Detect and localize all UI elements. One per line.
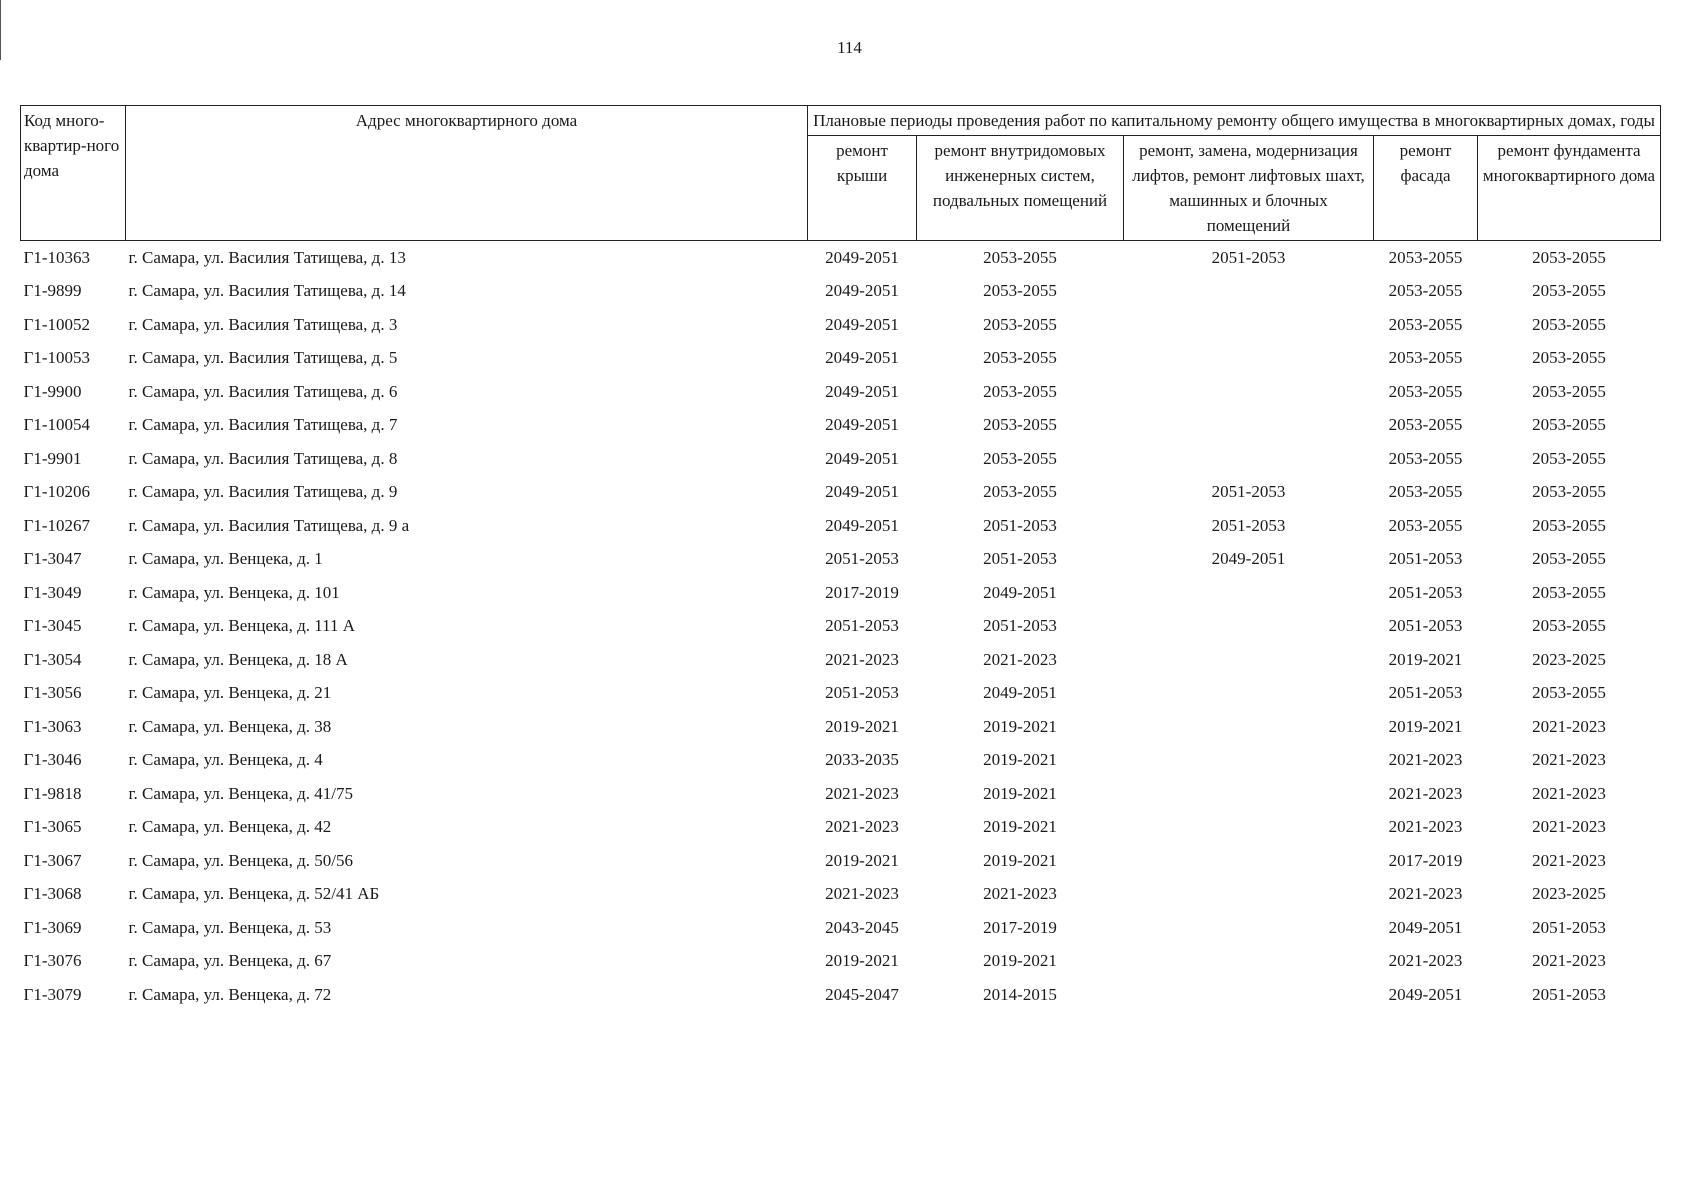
cell-code: Г1-3047: [23, 549, 82, 569]
cell-address: г. Самара, ул. Василия Татищева, д. 9: [128, 482, 398, 502]
cell-roof: 2019-2021: [825, 716, 899, 736]
header-periods-group: Плановые периоды проведения работ по капитальному ремонту общего имущества в многоквартирных домах, годы: [808, 106, 1661, 136]
cell-roof: 2049-2051: [825, 415, 899, 435]
cell-facade: 2051-2053: [1388, 582, 1463, 602]
cell-elevators: [1124, 409, 1374, 443]
cell-code: Г1-3046: [23, 750, 82, 770]
cell-systems: 2053-2055: [983, 415, 1057, 435]
cell-elevators: 2049-2051: [1211, 549, 1286, 569]
cell-elevators: [1124, 878, 1374, 912]
cell-elevators: [1124, 308, 1374, 342]
cell-code: Г1-3045: [23, 616, 82, 636]
cell-code: Г1-3049: [23, 582, 82, 602]
table-row: [21, 744, 1661, 778]
cell-foundation: 2053-2055: [1532, 683, 1606, 703]
cell-roof: 2049-2051: [825, 482, 899, 502]
cell-foundation: 2053-2055: [1532, 448, 1606, 468]
cell-roof: 2049-2051: [825, 381, 899, 401]
cell-systems: 2053-2055: [983, 381, 1057, 401]
cell-facade: 2053-2055: [1388, 448, 1463, 468]
cell-address: г. Самара, ул. Венцека, д. 4: [128, 750, 323, 770]
cell-foundation: 2053-2055: [1532, 348, 1606, 368]
cell-roof: 2049-2051: [825, 281, 899, 301]
cell-foundation: 2053-2055: [1532, 415, 1606, 435]
cell-address: г. Самара, ул. Венцека, д. 1: [128, 549, 323, 569]
cell-facade: 2049-2051: [1388, 984, 1463, 1004]
cell-code: Г1-3068: [23, 884, 82, 904]
table-row: [21, 643, 1661, 677]
cell-address: г. Самара, ул. Василия Татищева, д. 9 а: [128, 515, 410, 535]
table-row: [21, 777, 1661, 811]
cell-code: Г1-9901: [23, 448, 82, 468]
cell-systems: 2049-2051: [983, 582, 1057, 602]
header-facade: ремонт фасада: [1374, 136, 1478, 241]
cell-code: Г1-10206: [23, 482, 90, 502]
cell-facade: 2017-2019: [1388, 850, 1463, 870]
cell-systems: 2053-2055: [983, 482, 1057, 502]
repair-plan-table: [20, 105, 1661, 1012]
cell-roof: 2021-2023: [825, 817, 899, 837]
cell-foundation: 2053-2055: [1532, 582, 1606, 602]
cell-roof: 2051-2053: [825, 616, 899, 636]
cell-elevators: [1124, 442, 1374, 476]
cell-facade: 2021-2023: [1388, 783, 1463, 803]
cell-roof: 2051-2053: [825, 683, 899, 703]
cell-address: г. Самара, ул. Венцека, д. 52/41 АБ: [128, 884, 380, 904]
cell-roof: 2051-2053: [825, 549, 899, 569]
cell-address: г. Самара, ул. Василия Татищева, д. 8: [128, 448, 398, 468]
cell-elevators: [1124, 275, 1374, 309]
cell-address: г. Самара, ул. Венцека, д. 38: [128, 716, 332, 736]
cell-systems: 2053-2055: [983, 448, 1057, 468]
cell-foundation: 2021-2023: [1532, 783, 1606, 803]
cell-foundation: 2053-2055: [1532, 616, 1606, 636]
cell-systems: 2021-2023: [983, 884, 1057, 904]
cell-foundation: 2021-2023: [1532, 850, 1606, 870]
cell-roof: 2019-2021: [825, 951, 899, 971]
cell-code: Г1-10052: [23, 314, 90, 334]
cell-systems: 2053-2055: [983, 247, 1057, 267]
cell-foundation: 2053-2055: [1532, 515, 1606, 535]
cell-systems: 2019-2021: [983, 750, 1057, 770]
table-row: [21, 442, 1661, 476]
cell-code: Г1-10054: [23, 415, 90, 435]
cell-address: г. Самара, ул. Василия Татищева, д. 14: [128, 281, 406, 301]
cell-elevators: [1124, 911, 1374, 945]
cell-foundation: 2053-2055: [1532, 549, 1606, 569]
cell-elevators: 2051-2053: [1211, 515, 1286, 535]
cell-systems: 2051-2053: [983, 616, 1057, 636]
cell-facade: 2019-2021: [1388, 716, 1463, 736]
cell-code: Г1-10267: [23, 515, 90, 535]
cell-facade: 2051-2053: [1388, 549, 1463, 569]
cell-code: Г1-9818: [23, 783, 82, 803]
cell-address: г. Самара, ул. Венцека, д. 72: [128, 984, 332, 1004]
table-header: [21, 106, 1661, 241]
cell-systems: 2051-2053: [983, 549, 1057, 569]
table-row: [21, 677, 1661, 711]
cell-foundation: 2023-2025: [1532, 649, 1606, 669]
header-code: Код много-квартир-ного дома: [21, 106, 126, 241]
cell-elevators: [1124, 375, 1374, 409]
table-row: [21, 811, 1661, 845]
cell-systems: 2019-2021: [983, 817, 1057, 837]
cell-code: Г1-3069: [23, 917, 82, 937]
cell-elevators: [1124, 610, 1374, 644]
cell-facade: 2053-2055: [1388, 482, 1463, 502]
header-elevators: ремонт, замена, модернизация лифтов, ремонт лифтовых шахт, машинных и блочных помещений: [1124, 136, 1374, 241]
table-body: [21, 241, 1661, 1012]
table-row: [21, 342, 1661, 376]
cell-address: г. Самара, ул. Венцека, д. 50/56: [128, 850, 353, 870]
table-row: [21, 375, 1661, 409]
cell-elevators: 2051-2053: [1211, 482, 1286, 502]
cell-systems: 2017-2019: [983, 917, 1057, 937]
cell-address: г. Самара, ул. Венцека, д. 41/75: [128, 783, 353, 803]
table-row: [21, 978, 1661, 1012]
table-row: [21, 476, 1661, 510]
header-foundation: ремонт фундамента многоквартирного дома: [1478, 136, 1661, 241]
cell-code: Г1-3065: [23, 817, 82, 837]
cell-foundation: 2023-2025: [1532, 884, 1606, 904]
header-address: Адрес многоквартирного дома: [126, 106, 808, 241]
cell-elevators: [1124, 576, 1374, 610]
cell-elevators: [1124, 744, 1374, 778]
cell-foundation: 2021-2023: [1532, 716, 1606, 736]
cell-foundation: 2051-2053: [1532, 917, 1606, 937]
cell-facade: 2021-2023: [1388, 951, 1463, 971]
cell-elevators: [1124, 677, 1374, 711]
cell-elevators: [1124, 811, 1374, 845]
table-row: [21, 710, 1661, 744]
cell-facade: 2019-2021: [1388, 649, 1463, 669]
cell-systems: 2019-2021: [983, 951, 1057, 971]
cell-systems: 2051-2053: [983, 515, 1057, 535]
cell-roof: 2021-2023: [825, 649, 899, 669]
header-systems: ремонт внутридомовых инженерных систем, подвальных помещений: [917, 136, 1124, 241]
cell-elevators: [1124, 844, 1374, 878]
cell-code: Г1-10053: [23, 348, 90, 368]
table-row: [21, 241, 1661, 275]
cell-foundation: 2021-2023: [1532, 817, 1606, 837]
cell-elevators: [1124, 643, 1374, 677]
cell-roof: 2049-2051: [825, 515, 899, 535]
cell-facade: 2053-2055: [1388, 381, 1463, 401]
cell-facade: 2021-2023: [1388, 884, 1463, 904]
cell-code: Г1-3054: [23, 649, 82, 669]
cell-elevators: [1124, 945, 1374, 979]
cell-address: г. Самара, ул. Василия Татищева, д. 3: [128, 314, 398, 334]
cell-address: г. Самара, ул. Венцека, д. 21: [128, 683, 332, 703]
cell-roof: 2017-2019: [825, 582, 899, 602]
cell-code: Г1-9899: [23, 281, 82, 301]
table-row: [21, 844, 1661, 878]
cell-address: г. Самара, ул. Венцека, д. 18 А: [128, 649, 348, 669]
cell-foundation: 2053-2055: [1532, 281, 1606, 301]
cell-code: Г1-3079: [23, 984, 82, 1004]
table-row: [21, 409, 1661, 443]
header-roof: ремонт крыши: [808, 136, 917, 241]
cell-address: г. Самара, ул. Василия Татищева, д. 13: [128, 247, 406, 267]
cell-address: г. Самара, ул. Василия Татищева, д. 6: [128, 381, 398, 401]
cell-address: г. Самара, ул. Венцека, д. 111 А: [128, 616, 355, 636]
cell-facade: 2053-2055: [1388, 415, 1463, 435]
table-row: [21, 509, 1661, 543]
cell-roof: 2045-2047: [825, 984, 899, 1004]
table-row: [21, 576, 1661, 610]
cell-systems: 2053-2055: [983, 314, 1057, 334]
cell-foundation: 2053-2055: [1532, 247, 1606, 267]
cell-systems: 2021-2023: [983, 649, 1057, 669]
cell-facade: 2053-2055: [1388, 314, 1463, 334]
cell-systems: 2053-2055: [983, 281, 1057, 301]
cell-roof: 2033-2035: [825, 750, 899, 770]
cell-roof: 2049-2051: [825, 247, 899, 267]
cell-facade: 2051-2053: [1388, 683, 1463, 703]
cell-address: г. Самара, ул. Венцека, д. 53: [128, 917, 332, 937]
table-row: [21, 911, 1661, 945]
cell-systems: 2053-2055: [983, 348, 1057, 368]
cell-facade: 2021-2023: [1388, 750, 1463, 770]
cell-elevators: [1124, 342, 1374, 376]
cell-address: г. Самара, ул. Василия Татищева, д. 7: [128, 415, 398, 435]
cell-address: г. Самара, ул. Венцека, д. 67: [128, 951, 332, 971]
cell-systems: 2019-2021: [983, 716, 1057, 736]
table-row: [21, 945, 1661, 979]
cell-elevators: [1124, 777, 1374, 811]
cell-elevators: [1124, 710, 1374, 744]
cell-foundation: 2053-2055: [1532, 381, 1606, 401]
cell-roof: 2043-2045: [825, 917, 899, 937]
cell-code: Г1-9900: [23, 381, 82, 401]
cell-systems: 2019-2021: [983, 850, 1057, 870]
cell-foundation: 2021-2023: [1532, 750, 1606, 770]
cell-facade: 2049-2051: [1388, 917, 1463, 937]
cell-facade: 2053-2055: [1388, 247, 1463, 267]
cell-foundation: 2021-2023: [1532, 951, 1606, 971]
table-row: [21, 275, 1661, 309]
cell-systems: 2049-2051: [983, 683, 1057, 703]
cell-address: г. Самара, ул. Венцека, д. 42: [128, 817, 332, 837]
cell-foundation: 2051-2053: [1532, 984, 1606, 1004]
cell-facade: 2051-2053: [1388, 616, 1463, 636]
cell-roof: 2049-2051: [825, 348, 899, 368]
cell-facade: 2053-2055: [1388, 515, 1463, 535]
cell-code: Г1-3076: [23, 951, 82, 971]
cell-roof: 2021-2023: [825, 783, 899, 803]
cell-foundation: 2053-2055: [1532, 314, 1606, 334]
cell-roof: 2049-2051: [825, 314, 899, 334]
table-row: [21, 543, 1661, 577]
cell-systems: 2014-2015: [983, 984, 1057, 1004]
cell-code: Г1-10363: [23, 247, 90, 267]
table-row: [21, 308, 1661, 342]
cell-code: Г1-3063: [23, 716, 82, 736]
cell-roof: 2019-2021: [825, 850, 899, 870]
cell-elevators: [1124, 978, 1374, 1012]
page-number: 114: [837, 38, 862, 57]
cell-code: Г1-3067: [23, 850, 82, 870]
cell-facade: 2021-2023: [1388, 817, 1463, 837]
cell-code: Г1-3056: [23, 683, 82, 703]
cell-foundation: 2053-2055: [1532, 482, 1606, 502]
cell-elevators: 2051-2053: [1211, 247, 1286, 267]
cell-address: г. Самара, ул. Венцека, д. 101: [128, 582, 340, 602]
cell-roof: 2049-2051: [825, 448, 899, 468]
cell-facade: 2053-2055: [1388, 281, 1463, 301]
cell-facade: 2053-2055: [1388, 348, 1463, 368]
cell-systems: 2019-2021: [983, 783, 1057, 803]
table-row: [21, 878, 1661, 912]
cell-address: г. Самара, ул. Василия Татищева, д. 5: [128, 348, 398, 368]
table-row: [21, 610, 1661, 644]
cell-roof: 2021-2023: [825, 884, 899, 904]
